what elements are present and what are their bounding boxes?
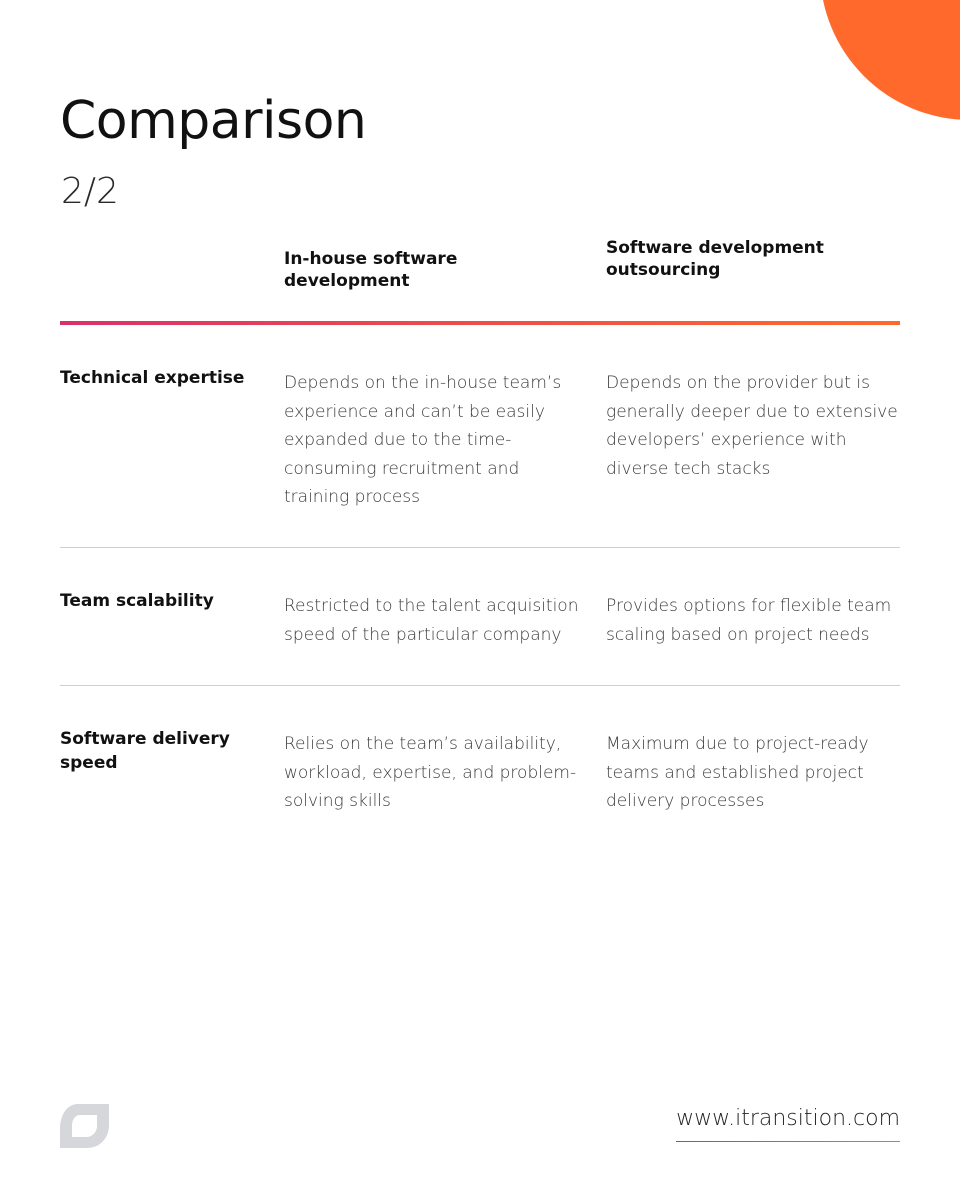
outsourcing-cell: Maximum due to project-ready teams and established project delivery processes bbox=[606, 734, 869, 811]
in-house-cell: Restricted to the talent acquisition speed of the particular company bbox=[284, 596, 579, 645]
row-divider bbox=[60, 685, 900, 686]
website-text: www.itransition.com bbox=[676, 1106, 900, 1131]
in-house-cell: Relies on the team’s availability, workload, expertise, and problem-solving skills bbox=[284, 734, 577, 811]
in-house-cell: Depends on the in-house team’s experience and can’t be easily expanded due to the time-consuming recruitment and training process bbox=[284, 373, 562, 507]
row-label: Software delivery speed bbox=[60, 729, 230, 773]
outsourcing-cell: Provides options for flexible team scaling based on project needs bbox=[606, 596, 892, 645]
column-header-in-house: In-house software development bbox=[284, 249, 458, 291]
row-divider bbox=[60, 547, 900, 548]
page-counter: 2/2 bbox=[61, 171, 119, 212]
outsourcing-cell: Depends on the provider but is generally deeper due to extensive developers’ experience with diverse tech stacks bbox=[606, 373, 898, 479]
page-title: Comparison bbox=[60, 91, 367, 151]
itransition-logo-icon bbox=[60, 1104, 110, 1148]
row-label: Team scalability bbox=[60, 591, 214, 611]
website-underline bbox=[676, 1141, 900, 1142]
header-gradient-divider bbox=[60, 321, 900, 325]
row-label: Technical expertise bbox=[60, 368, 245, 388]
column-header-outsourcing: Software development outsourcing bbox=[606, 238, 824, 280]
website-link[interactable] bbox=[676, 1104, 900, 1142]
corner-accent-shape bbox=[820, 0, 960, 120]
